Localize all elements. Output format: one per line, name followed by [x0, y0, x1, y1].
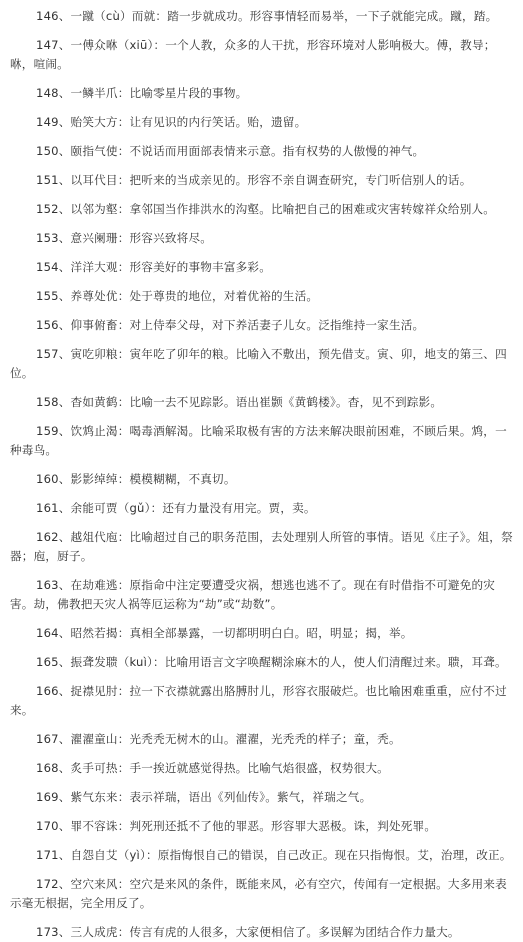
idiom-entry-151: 151、以耳代目：把听来的当成亲见的。形容不亲自调查研究，专门听信别人的话。 — [36, 173, 472, 187]
idiom-entry-156: 156、仰事俯畜：对上侍奉父母，对下养活妻子儿女。泛指维持一家生活。 — [36, 318, 425, 332]
idiom-entry-158: 158、杳如黄鹤：比喻一去不见踪影。语出崔颢《黄鹤楼》。杳，见不到踪影。 — [36, 395, 443, 409]
idiom-entry-154: 154、洋洋大观：形容美好的事物丰富多彩。 — [36, 260, 272, 274]
idiom-entry-163: 163、在劫难逃：原指命中注定要遭受灾祸，想逃也逃不了。现在有时借指不可避免的灾害。劫，佛教把天灾人祸等厄运称为“劫”或“劫数”。 — [10, 578, 496, 611]
idiom-entry-167: 167、濯濯童山：光秃秃无树木的山。濯濯，光秃秃的样子；童，秃。 — [36, 732, 401, 746]
idiom-entry-149: 149、贻笑大方：让有见识的内行笑话。贻，遗留。 — [36, 115, 307, 129]
idiom-entry-172: 172、空穴来风：空穴是来风的条件，既能来风，必有空穴，传闻有一定根据。大多用来表示毫无根据，完全用反了。 — [10, 877, 507, 910]
idiom-entry-160: 160、影影绰绰：模模糊糊，不真切。 — [36, 472, 236, 486]
idiom-entry-147: 147、一傅众咻（xiū）：一个人教，众多的人干扰，形容环境对人影响极大。傅，教导；咻，喧闹。 — [10, 38, 496, 71]
idiom-entry-150: 150、颐指气使：不说话而用面部表情来示意。指有权势的人傲慢的神气。 — [36, 144, 425, 158]
idiom-entry-170: 170、罪不容诛：判死刑还抵不了他的罪恶。形容罪大恶极。诛，判处死罪。 — [36, 819, 437, 833]
idiom-entry-173: 173、三人成虎：传言有虎的人很多，大家便相信了。多误解为团结合作力量大。 — [36, 925, 460, 939]
idiom-entry-159: 159、饮鸩止渴：喝毒酒解渴。比喻采取极有害的方法来解决眼前困难，不顾后果。鸩，一种毒鸟。 — [10, 424, 507, 457]
idiom-entry-165: 165、振聋发聩（kuì）：比喻用语言文字唤醒糊涂麻木的人，使人们清醒过来。聩，耳聋。 — [36, 655, 507, 669]
idiom-entry-168: 168、炙手可热：手一挨近就感觉得热。比喻气焰很盛，权势很大。 — [36, 761, 389, 775]
idiom-entry-148: 148、一鳞半爪：比喻零星片段的事物。 — [36, 86, 248, 100]
idiom-entry-161: 161、余能可贾（gǔ）：还有力量没有用完。贾，卖。 — [36, 501, 316, 515]
idiom-entry-166: 166、捉襟见肘：拉一下衣襟就露出胳膊肘儿，形容衣服破烂。也比喻困难重重，应付不过来。 — [10, 684, 507, 717]
idiom-entry-157: 157、寅吃卯粮：寅年吃了卯年的粮。比喻入不敷出，预先借支。寅、卯，地支的第三、四位。 — [10, 347, 507, 380]
idiom-entry-169: 169、紫气东来：表示祥瑞，语出《列仙传》。紫气，祥瑞之气。 — [36, 790, 372, 804]
idiom-entry-171: 171、自怨自艾（yì）：原指悔恨自己的错误，自己改正。现在只指悔恨。艾，治理，改正。 — [36, 848, 512, 862]
idiom-entry-153: 153、意兴阑珊：形容兴致将尽。 — [36, 231, 213, 245]
idiom-entry-164: 164、昭然若揭：真相全部暴露，一切都明明白白。昭，明显；揭，举。 — [36, 626, 413, 640]
idiom-entry-152: 152、以邻为壑：拿邻国当作排洪水的沟壑。比喻把自己的困难或灾害转嫁祥众给别人。 — [36, 202, 496, 216]
idiom-entry-155: 155、养尊处优：处于尊贵的地位，对着优裕的生活。 — [36, 289, 319, 303]
idiom-entry-146: 146、一蹴（cù）而就：踏一步就成功。形容事情轻而易举，一下子就能完成。蹴，踏。 — [36, 9, 498, 23]
idiom-entry-162: 162、越俎代庖：比喻超过自己的职务范围，去处理别人所管的事情。语见《庄子》。俎，祭器；庖，厨子。 — [10, 530, 513, 563]
